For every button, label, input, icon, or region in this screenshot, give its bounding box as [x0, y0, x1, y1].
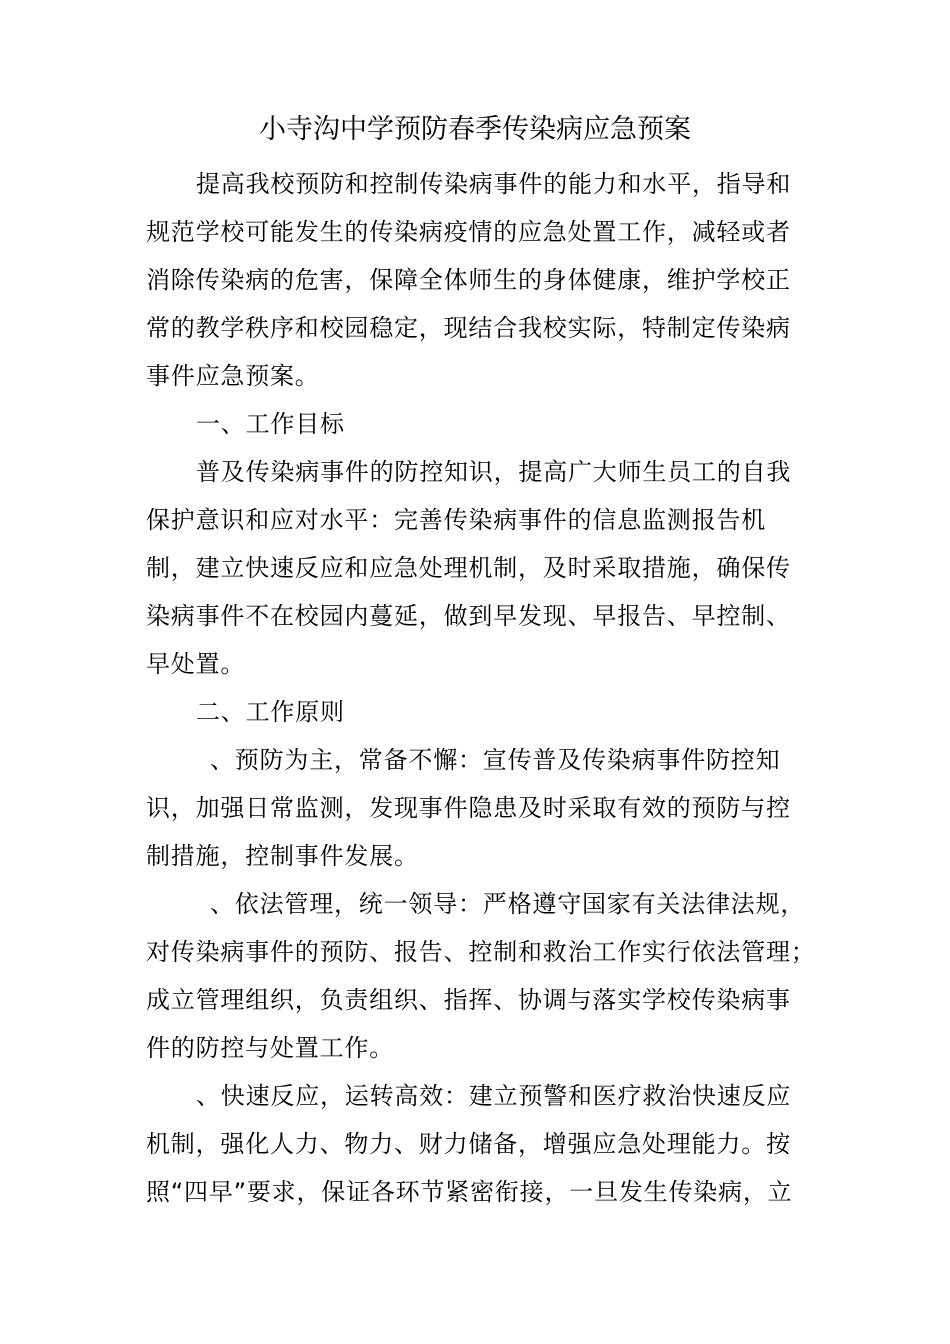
paragraph-line: 件的防控与处置工作。	[146, 1034, 394, 1062]
paragraph-line: 规范学校可能发生的传染病疫情的应急处置工作，减轻或者	[146, 218, 791, 246]
paragraph-line: 制措施，控制事件发展。	[146, 842, 419, 870]
section-heading: 一、工作目标	[196, 410, 345, 438]
paragraph-line: 成立管理组织，负责组织、指挥、协调与落实学校传染病事	[146, 986, 791, 1014]
paragraph-line: 对传染病事件的预防、报告、控制和救治工作实行依法管理；	[146, 938, 816, 966]
paragraph-line: 事件应急预案。	[146, 362, 320, 390]
paragraph-line: 消除传染病的危害，保障全体师生的身体健康，维护学校正	[146, 266, 791, 294]
paragraph-line: 提高我校预防和控制传染病事件的能力和水平，指导和	[196, 170, 792, 198]
section-heading: 二、工作原则	[196, 698, 345, 726]
paragraph-line: 普及传染病事件的防控知识，提高广大师生员工的自我	[196, 458, 792, 486]
document-title: 小寺沟中学预防春季传染病应急预案	[259, 114, 691, 145]
paragraph-line: 早处置。	[146, 650, 246, 678]
paragraph-line: 常的教学秩序和校园稳定，现结合我校实际，特制定传染病	[146, 314, 791, 342]
paragraph-line: 、预防为主，常备不懈：宣传普及传染病事件防控知	[210, 746, 781, 774]
paragraph-line: 保护意识和应对水平：完善传染病事件的信息监测报告机	[146, 506, 766, 534]
paragraph-line: 、快速反应，运转高效：建立预警和医疗救治快速反应	[196, 1082, 792, 1110]
paragraph-line: 染病事件不在校园内蔓延，做到早发现、早报告、早控制、	[146, 602, 791, 630]
paragraph-line: 识，加强日常监测，发现事件隐患及时采取有效的预防与控	[146, 794, 791, 822]
paragraph-line: 制，建立快速反应和应急处理机制，及时采取措施，确保传	[146, 554, 791, 582]
paragraph-line: 、依法管理，统一领导：严格遵守国家有关法律法规，	[210, 890, 806, 918]
paragraph-line: 机制，强化人力、物力、财力储备，增强应急处理能力。按	[146, 1130, 791, 1158]
paragraph-line: 照“四早”要求，保证各环节紧密衔接，一旦发生传染病，立	[146, 1178, 793, 1206]
